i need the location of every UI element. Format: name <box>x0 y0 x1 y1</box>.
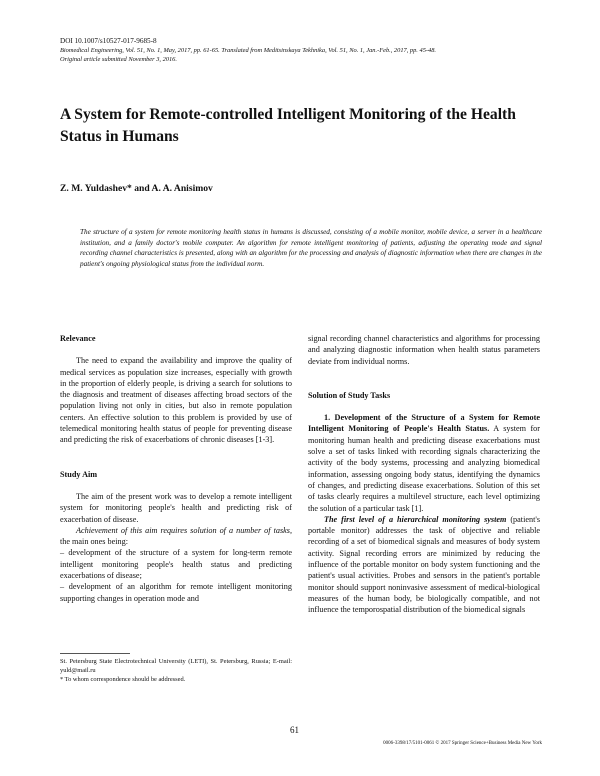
doi: DOI 10.1007/s10527-017-9685-8 <box>60 37 157 45</box>
structure-text: A system for monitoring human health and predicting disease exacerbations must solve a set of tasks linked with recording signals characterizing the activity of the body systems, processing and analyzing biomedical information, assessing ongoing body status, identifying the dynamics of changes, and predicting disease exacerbations. Solution of this set of tasks clearly requires a multilevel structure, each level optimizing the solution of a particular task [1]. <box>308 424 540 513</box>
study-aim-heading: Study Aim <box>60 469 98 479</box>
page-number: 61 <box>290 725 299 735</box>
achievement-paragraph <box>60 525 292 548</box>
achievement-text: the main ones being: <box>60 537 128 547</box>
task-item-2: – development of an algorithm for remote intelligent monitoring supporting changes in operation mode and <box>60 582 292 603</box>
journal-citation: Biomedical Engineering, Vol. 51, No. 1, May, 2017, pp. 61-65. Translated from Meditsinskaya Tekhnika, Vol. 51, No. 1, Jan.-Feb., 2017, pp. 45-48. <box>60 47 437 54</box>
footnote-divider <box>60 653 130 654</box>
relevance-heading: Relevance <box>60 334 96 343</box>
copyright-line: 0006-3398/17/5101-0061 © 2017 Springer Science+Business Media New York <box>383 741 542 746</box>
abstract: The structure of a system for remote monitoring health status in humans is discussed, consisting of a mobile monitor, mobile device, a server in a healthcare institution, and a family doctor's mobile computer. An algorithm for remote intelligent monitoring of patients, adjusting the operating mode and signal recording channel characteristics is presented, along with an algorithm for the processing and analysis of diagnostic information when there are changes in the patient's ongoing physiological status from the individual norm. <box>80 228 542 268</box>
article-title: A System for Remote-controlled Intelligent Monitoring of the Health Status in Humans <box>60 106 516 145</box>
structure-subheading: 1. Development of the Structure of a System for Remote Intelligent Monitoring of People's Health Status. <box>308 413 540 434</box>
footnotes <box>60 657 292 684</box>
submission-date: Original article submitted November 3, 2016. <box>60 56 177 63</box>
left-column <box>60 333 292 604</box>
article-metadata <box>60 37 550 64</box>
continuation-paragraph: signal recording channel characteristics and algorithms for processing and analyzing diagnostic information when health status parameters deviate from individual norms. <box>308 334 540 366</box>
correspondence-footnote: * To whom correspondence should be addressed. <box>60 676 186 683</box>
first-level-text: (patient's portable monitor) addresses the task of objective and reliable recording of a set of biomedical signals and measures of body system activity. Signal recording errors are minimized by reducing the influence of the portable monitor on body system functioning and the patient's usual activities. Probes and sensors in the patient's portable monitor should support noninvasive assessment of medical-biological measures of the human body, be biologically compatible, and not influence the temporospatial distribution of the biomedical signals <box>308 514 541 615</box>
task-item-1: – development of the structure of a system for long-term remote intelligent monitoring people's health status and predicting exacerbations of disease; <box>60 548 292 581</box>
author-list: Z. M. Yuldashev* and A. A. Anisimov <box>60 183 213 194</box>
relevance-paragraph: The need to expand the availability and improve the quality of medical services as population size increases, especially with growth in the proportion of elderly people, is driving a search for solutions to the diagnosis and treatment of diseases affecting broad sectors of the population living not only in cities, but also in remote population centers. An effective solution to this problem is provided by use of telemedical monitoring health status of people for preventing disease and predicting the risk of exacerbations of chronic diseases [1-3]. <box>60 356 292 445</box>
study-aim-paragraph: The aim of the present work was to develop a remote intelligent system for monitoring people's health and predicting risk of exacerbation of disease. <box>60 491 292 524</box>
first-level-paragraph <box>308 514 540 616</box>
achievement-italic: Achievement of this aim requires solution of a number of tasks, <box>76 525 292 535</box>
structure-paragraph <box>308 412 540 514</box>
affiliation-footnote: St. Petersburg State Electrotechnical University (LETI), St. Petersburg, Russia; E-mail: yuld@mail.ru <box>60 658 292 674</box>
right-column <box>308 333 540 616</box>
solution-heading: Solution of Study Tasks <box>308 390 391 400</box>
first-level-italic: The first level of a hierarchical monitoring system <box>324 514 507 524</box>
